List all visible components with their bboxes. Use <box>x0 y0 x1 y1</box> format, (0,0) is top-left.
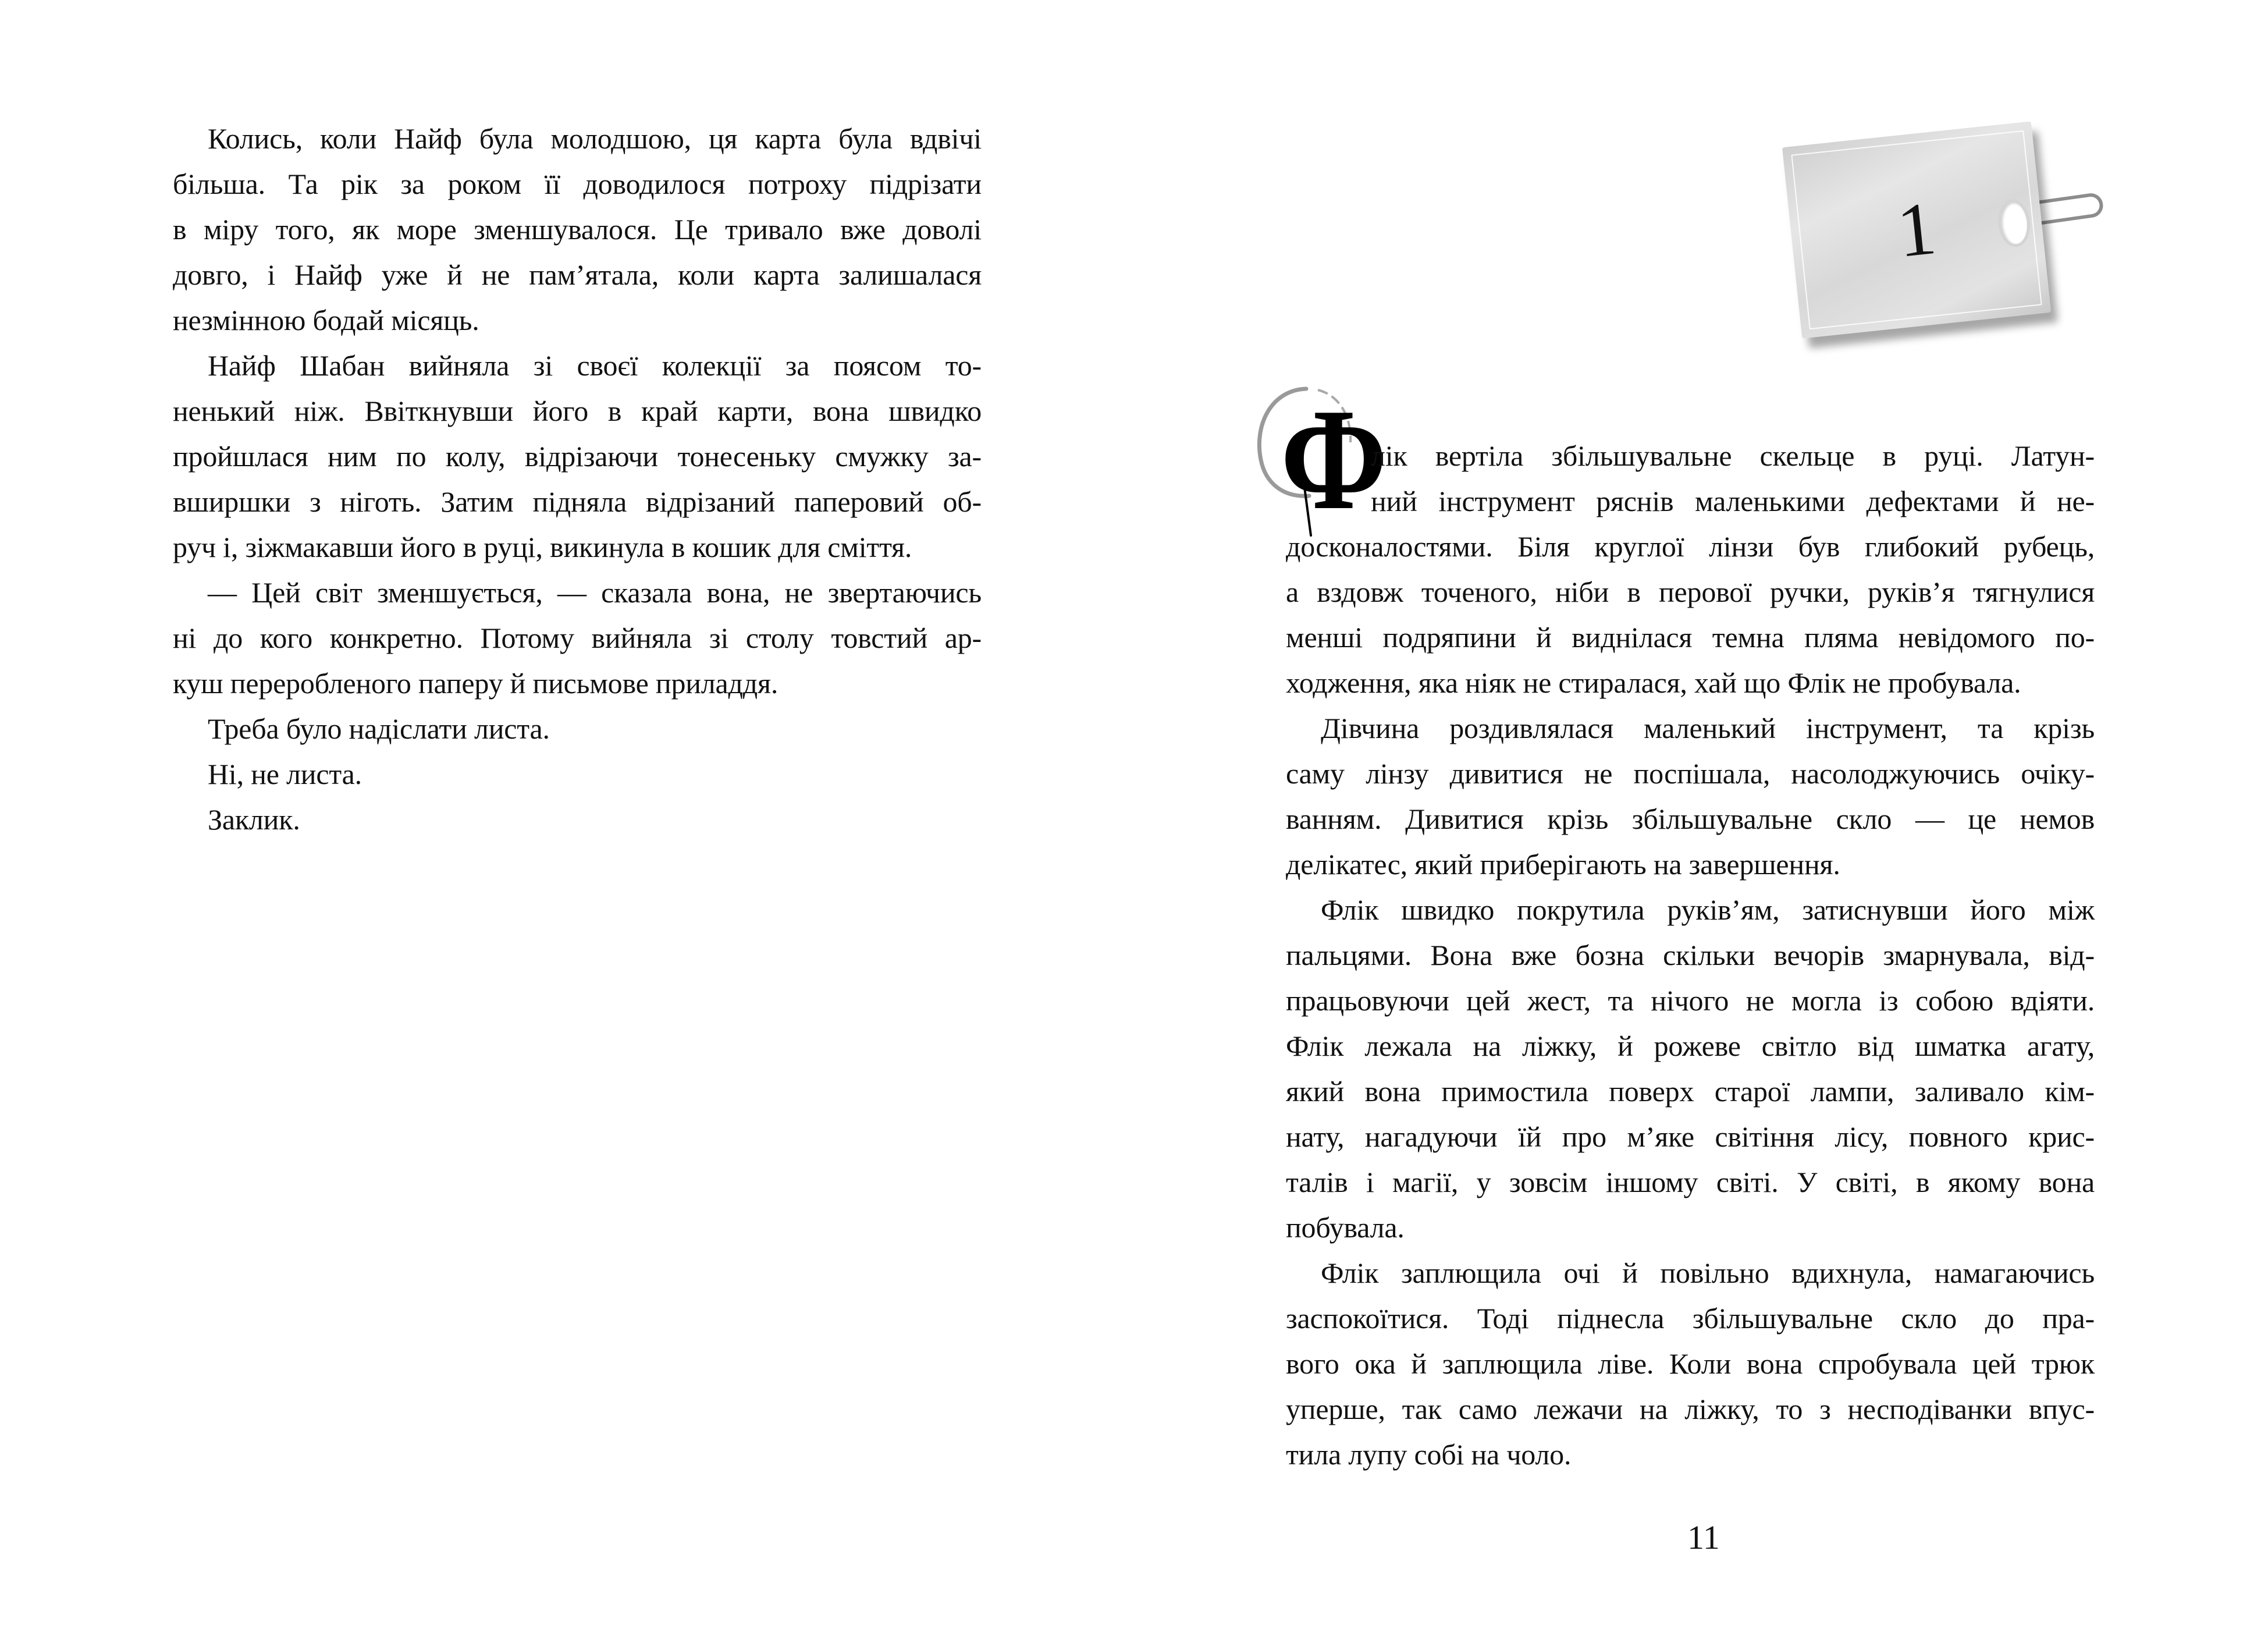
text-line: талів і магії, у зовсім іншому світі. У світі, в якому вона <box>1286 1166 2095 1198</box>
text-line: делікатес, який приберігають на завершення. <box>1286 848 1840 881</box>
text-line: куш перероблeного паперу й письмове приладдя. <box>173 667 778 700</box>
text-line: Дівчина роздивлялася маленький інструмент, та крізь <box>1321 712 2095 744</box>
text-line: саму лінзу дивитися не поспішала, насолоджуючись очіку- <box>1286 757 2095 790</box>
text-line: ванням. Дивитися крізь збільшувальне скло — це немов <box>1286 803 2095 835</box>
text-line: уперше, так само лежачи на ліжку, то з несподіванки впус- <box>1286 1393 2095 1425</box>
text-line: Заклик. <box>208 803 300 836</box>
text-line: довго, і Найф уже й не пам’ятала, коли карта залишалася <box>173 258 982 291</box>
chapter-tag <box>1791 111 2082 338</box>
text-line: незмінною бодай місяць. <box>173 304 479 336</box>
text-line: вого ока й заплющила ліве. Коли вона спробувала цей трюк <box>1286 1347 2095 1380</box>
text-line: більша. Та рік за роком її доводилося потроху підрізати <box>173 168 982 200</box>
text-line: побувала. <box>1286 1211 1405 1244</box>
text-line: Найф Шабан вийняла зі своєї колекції за поясом то- <box>208 349 982 382</box>
text-line: руч і, зіжмакавши його в руці, викинула в кошик для сміття. <box>173 531 912 563</box>
right-page <box>1134 0 2268 1650</box>
text-line: ний інструмент ряснів маленькими дефектами й не- <box>1371 485 2095 517</box>
text-line: а вздовж точеного, ніби в перової ручки, руків’я тягнулися <box>1286 576 2095 608</box>
text-line: нату, нагадуючи їй про м’яке світіння лісу, повного крис- <box>1286 1120 2095 1153</box>
text-line: ходження, яка ніяк не стиралася, хай що Флік не пробувала. <box>1286 666 2021 699</box>
text-line: тила лупу собі на чоло. <box>1286 1438 1572 1471</box>
text-line: — Цей світ зменшується, — сказала вона, не звертаючись <box>208 576 982 609</box>
text-line: Флік заплющила очі й повільно вдихнула, намагаючись <box>1321 1257 2095 1289</box>
text-line: Флік швидко покрутила руків’ям, затиснувши його між <box>1321 893 2095 926</box>
text-line: працьовуючи цей жест, та нічого не могла із собою вдіяти. <box>1286 984 2095 1017</box>
drop-cap <box>1248 372 1387 547</box>
text-line: пройшлася ним по колу, відрізаючи тонесеньку смужку за- <box>173 440 982 473</box>
text-line: ненький ніж. Ввіткнувши його в край карти, вона швидко <box>173 395 982 427</box>
text-line: менші подряпини й виднілася темна пляма невідомого по- <box>1286 621 2095 654</box>
text-line: лік вертіла збільшувальне скельце в руці. Латун- <box>1371 439 2095 472</box>
page-number: 11 <box>1687 1518 1720 1556</box>
drop-cap-letter: Ф <box>1281 379 1387 540</box>
text-line: Флік лежала на ліжку, й рожеве світло від шматка агату, <box>1286 1030 2095 1062</box>
text-line: який вона примостила поверх старої лампи, заливало кім- <box>1286 1075 2095 1108</box>
text-line: ні до кого конкретно. Потому вийняла зі столу товстий ар- <box>173 622 982 654</box>
text-line: в міру того, як море зменшувалося. Це тривало вже доволі <box>173 213 982 246</box>
text-line: пальцями. Вона вже бозна скільки вечорів змарнувала, від- <box>1286 939 2095 971</box>
text-line: Колись, коли Найф була молодшою, ця карта була вдвічі <box>208 122 982 155</box>
text-line: вширшки з ніготь. Затим підняла відрізаний паперовий об- <box>173 485 982 518</box>
text-line: Треба було надіслати листа. <box>208 712 550 745</box>
text-line: Ні, не листа. <box>208 758 362 790</box>
text-line: заспокоїтися. Тоді піднесла збільшувальне скло до пра- <box>1286 1302 2095 1335</box>
chapter-number: 1 <box>1893 186 1940 274</box>
text-line: досконалостями. Біля круглої лінзи був глибокий рубець, <box>1286 530 2095 563</box>
